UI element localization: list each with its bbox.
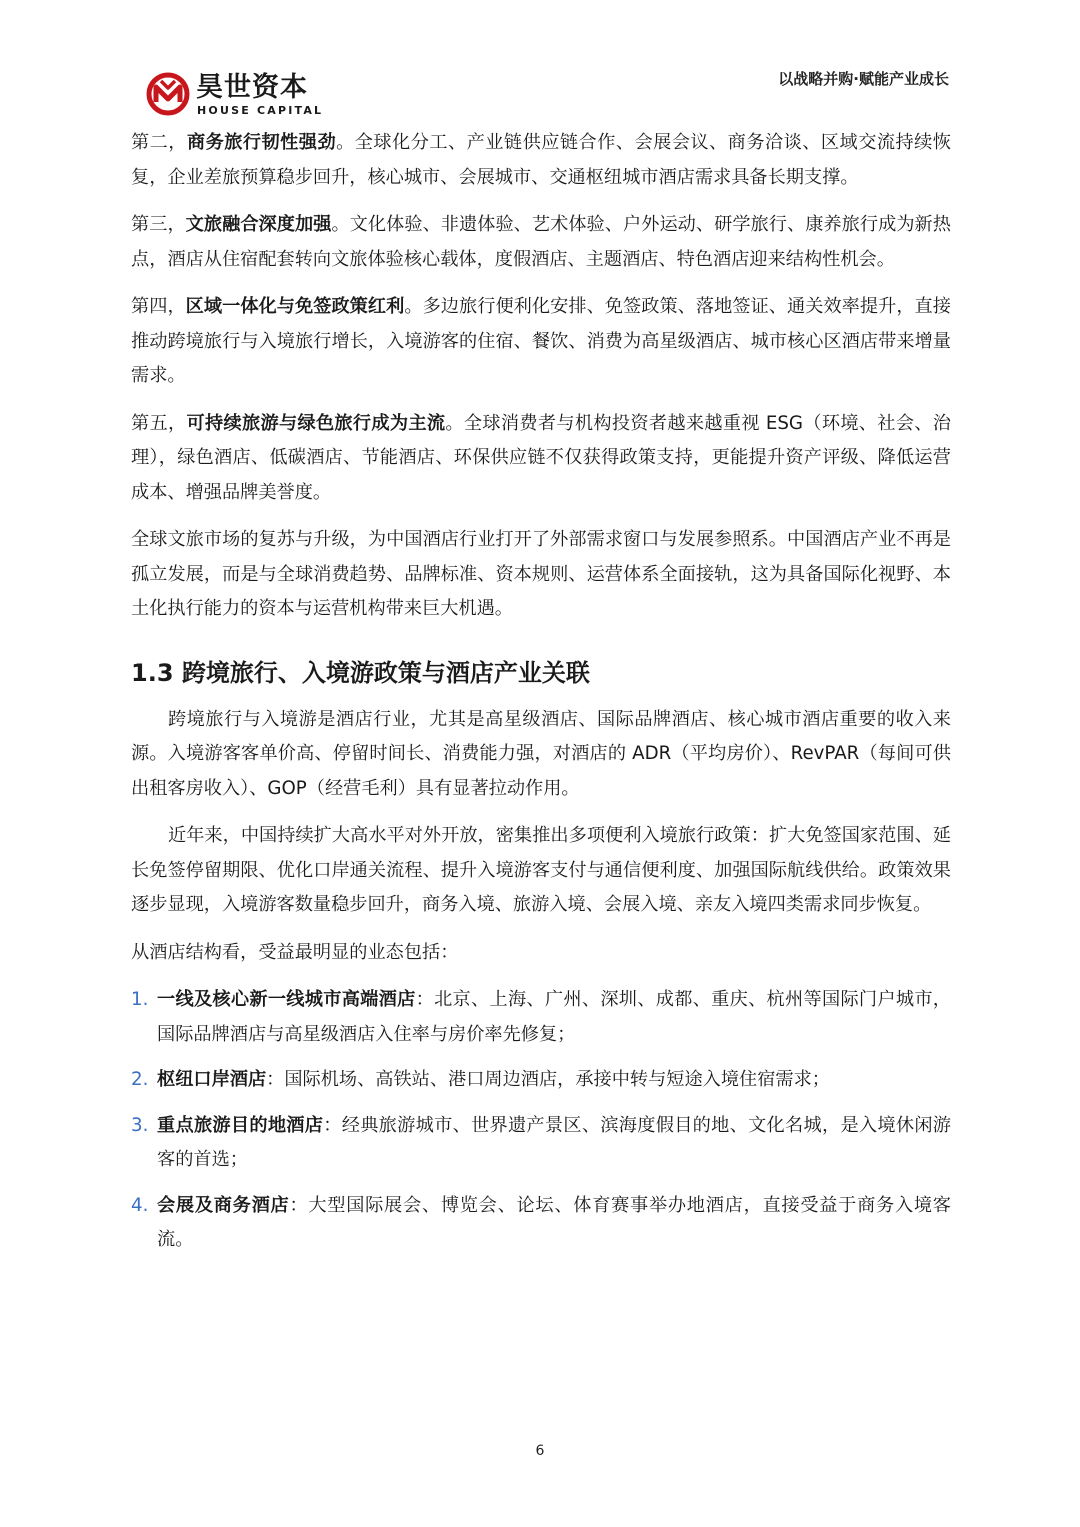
list-item-heading: 一线及核心新一线城市高端酒店 <box>157 989 416 1010</box>
section-paragraph-1: 跨境旅行与入境游是酒店行业，尤其是高星级酒店、国际品牌酒店、核心城市酒店重要的收入来源。入境游客客单价高、停留时间长、消费能力强，对酒店的 ADR（平均房价）、RevPAR（每间可供出租客房收入）、GOP（经营毛利）具有显著拉动作用。 <box>131 708 951 799</box>
point-text: 。文化体验、非遗体验、艺术体验、户外运动、研学旅行、康养旅行成为新热点，酒店从住宿配套转向文旅体验核心载体，度假酒店、主题酒店、特色酒店迎来结构性机会。 <box>131 214 951 270</box>
house-capital-logo-icon <box>146 72 190 116</box>
logo-chinese-name: 昊世资本 <box>196 72 308 103</box>
logo-english-name: HOUSE CAPITAL <box>197 104 324 117</box>
page-header <box>0 0 1080 130</box>
list-item-text: ：大型国际展会、博览会、论坛、体育赛事举办地酒店，直接受益于商务入境客流。 <box>157 1194 951 1250</box>
point-lead: 第四， <box>131 296 186 317</box>
benefit-list <box>131 983 951 1258</box>
list-item <box>131 983 951 1052</box>
header-slogan: 以战略并购·赋能产业成长 <box>778 70 949 88</box>
list-item-text: ：经典旅游城市、世界遗产景区、滨海度假目的地、文化名城，是入境休闲游客的首选； <box>157 1114 951 1170</box>
list-item <box>131 1063 951 1098</box>
document-body <box>131 126 951 1269</box>
paragraph-fifth-point <box>131 407 951 511</box>
list-number: 4. <box>131 1194 149 1216</box>
list-item <box>131 1109 951 1178</box>
point-heading: 可持续旅游与绿色旅行成为主流 <box>186 412 446 434</box>
point-heading: 区域一体化与免签政策红利 <box>185 296 405 317</box>
summary-paragraph: 全球文旅市场的复苏与升级，为中国酒店行业打开了外部需求窗口与发展参照系。中国酒店产业不再是孤立发展，而是与全球消费趋势、品牌标准、资本规则、运营体系全面接轨，这为具备国际化视野、本土化执行能力的资本与运营机构带来巨大机遇。 <box>131 529 951 619</box>
list-item-text: ：国际机场、高铁站、港口周边酒店，承接中转与短途入境住宿需求； <box>266 1069 830 1090</box>
section-heading: 1.3 跨境旅行、入境游政策与酒店产业关联 <box>131 658 590 687</box>
list-number: 1. <box>131 989 149 1010</box>
list-number: 2. <box>131 1069 149 1090</box>
list-intro: 从酒店结构看，受益最明显的业态包括： <box>131 941 459 963</box>
point-heading: 商务旅行韧性强劲 <box>186 132 337 153</box>
point-text: 。全球消费者与机构投资者越来越重视 ESG（环境、社会、治理），绿色酒店、低碳酒店、节能酒店、环保供应链不仅获得政策支持，更能提升资产评级、降低运营成本、增强品牌美誉度。 <box>131 412 951 503</box>
point-lead: 第五， <box>131 412 187 434</box>
company-logo <box>146 72 324 122</box>
list-item <box>131 1189 951 1258</box>
point-heading: 文旅融合深度加强 <box>185 214 332 235</box>
list-item-text: ：北京、上海、广州、深圳、成都、重庆、杭州等国际门户城市，国际品牌酒店与高星级酒店入住率与房价率先修复； <box>157 989 951 1045</box>
section-paragraph-2: 近年来，中国持续扩大高水平对外开放，密集推出多项便利入境旅行政策：扩大免签国家范围、延长免签停留期限、优化口岸通关流程、提升入境游客支付与通信便利度、加强国际航线供给。政策效果逐步显现，入境游客数量稳步回升，商务入境、旅游入境、会展入境、亲友入境四类需求同步恢复。 <box>131 825 951 915</box>
list-number: 3. <box>131 1114 149 1136</box>
point-text: 。多边旅行便利化安排、免签政策、落地签证、通关效率提升，直接推动跨境旅行与入境旅行增长，入境游客的住宿、餐饮、消费为高星级酒店、城市核心区酒店带来增量需求。 <box>131 296 951 386</box>
list-item-heading: 枢纽口岸酒店 <box>157 1069 267 1090</box>
paragraph-third-point <box>131 208 951 277</box>
point-lead: 第三， <box>131 214 186 235</box>
paragraph-fourth-point <box>131 290 951 394</box>
list-item-heading: 会展及商务酒店 <box>157 1194 290 1216</box>
page-number: 6 <box>535 1443 545 1459</box>
list-item-heading: 重点旅游目的地酒店 <box>157 1114 324 1136</box>
point-lead: 第二， <box>131 132 187 153</box>
point-text: 。全球化分工、产业链供应链合作、会展会议、商务洽谈、区域交流持续恢复，企业差旅预算稳步回升，核心城市、会展城市、交通枢纽城市酒店需求具备长期支撑。 <box>131 132 951 188</box>
paragraph-second-point <box>131 126 951 195</box>
